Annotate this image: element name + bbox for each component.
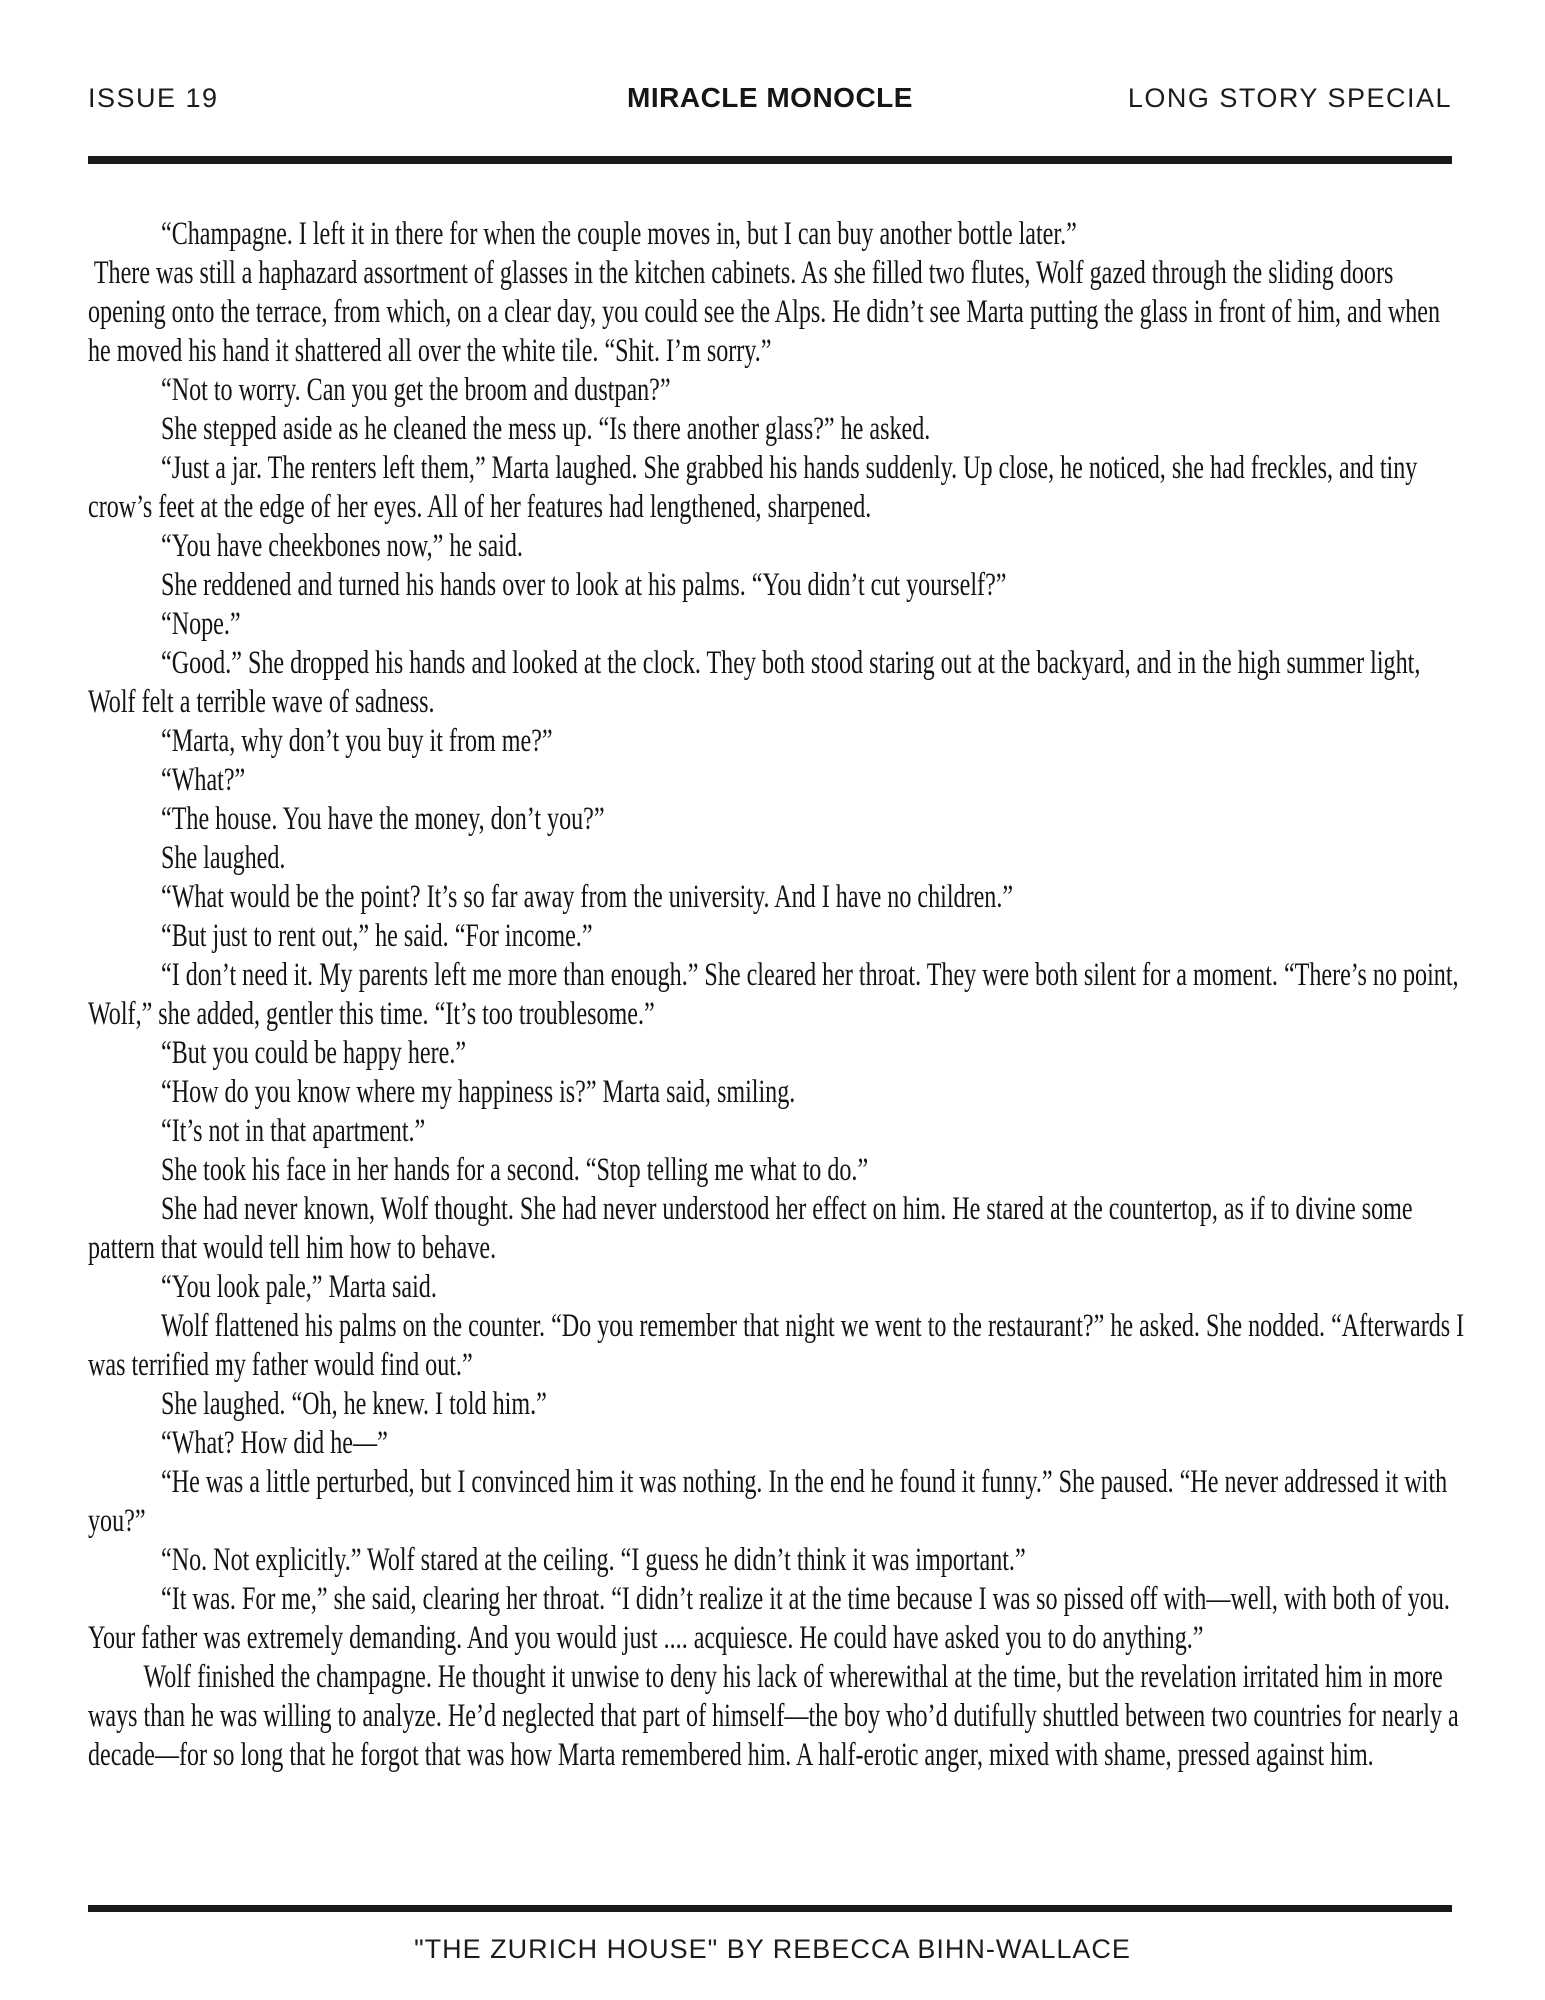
story-paragraph: “But just to rent out,” he said. “For income.” (161, 918, 593, 954)
story-paragraph: She had never known, Wolf thought. She had never understood her effect on him. He stared at the countertop, as if to divine some pattern that would tell him how to behave. (88, 1191, 1413, 1266)
story-paragraph: There was still a haphazard assortment of glasses in the kitchen cabinets. As she filled two flutes, Wolf gazed through the sliding doors opening onto the terrace, from which, on a clear day, you could see the Alps. He didn’t see Marta putting the glass in front of him, and when he moved his hand it shattered all over the white tile. “Shit. I’m sorry.” (88, 255, 1441, 369)
story-paragraph: “What?” (161, 762, 246, 798)
story-paragraph: “Just a jar. The renters left them,” Marta laughed. She grabbed his hands suddenly. Up close, he noticed, she had freckles, and tiny crow’s feet at the edge of her eyes. All of her features had lengthened, sharpened. (88, 450, 1418, 525)
story-paragraph: “Marta, why don’t you buy it from me?” (161, 723, 553, 759)
footer-rule (88, 1905, 1452, 1912)
story-paragraph: “What would be the point? It’s so far away from the university. And I have no children.” (161, 879, 1014, 915)
story-paragraph: She laughed. (161, 840, 286, 876)
story-paragraph: “You look pale,” Marta said. (161, 1269, 437, 1305)
story-paragraph: “How do you know where my happiness is?” Marta said, smiling. (161, 1074, 796, 1110)
story-paragraph: “Nope.” (161, 606, 241, 642)
issue-label: ISSUE 19 (88, 83, 219, 113)
story-paragraph: She stepped aside as he cleaned the mess up. “Is there another glass?” he asked. (161, 411, 931, 447)
story-paragraph: “Champagne. I left it in there for when the couple moves in, but I can buy another bottle later.” (161, 216, 1077, 252)
story-paragraph: Wolf finished the champagne. He thought it unwise to deny his lack of wherewithal at the time, but the revelation irritated him in more ways than he was willing to analyze. He’d neglected that part of himself—the boy who’d dutifully shuttled between two countries for nearly a decade—for so long that he forgot that was how Marta remembered him. A half-erotic anger, mixed with shame, pressed against him. (88, 1659, 1459, 1773)
header-rule (88, 156, 1452, 164)
story-paragraph: She reddened and turned his hands over to look at his palms. “You didn’t cut yourself?” (161, 567, 1007, 603)
story-paragraph: “No. Not explicitly.” Wolf stared at the ceiling. “I guess he didn’t think it was important.” (161, 1542, 1026, 1578)
edition-label: LONG STORY SPECIAL (1127, 83, 1452, 113)
story-paragraph: “The house. You have the money, don’t you?” (161, 801, 605, 837)
story-paragraph: “You have cheekbones now,” he said. (161, 528, 523, 564)
story-paragraph: Wolf flattened his palms on the counter. “Do you remember that night we went to the restaurant?” he asked. She nodded. “Afterwards I was terrified my father would find out.” (88, 1308, 1465, 1383)
story-paragraph: “What? How did he—” (161, 1425, 388, 1461)
story-paragraph: “Good.” She dropped his hands and looked at the clock. They both stood staring out at the backyard, and in the high summer light, Wolf felt a terrible wave of sadness. (88, 645, 1421, 720)
story-paragraph: “He was a little perturbed, but I convinced him it was nothing. In the end he found it funny.” She paused. “He never addressed it with you?” (88, 1464, 1448, 1539)
footer-attribution: "THE ZURICH HOUSE" BY REBECCA BIHN-WALLACE (414, 1934, 1131, 1964)
magazine-title: MIRACLE MONOCLE (627, 82, 913, 113)
page-header (88, 84, 1452, 112)
story-body (88, 215, 1468, 1775)
story-paragraph: She took his face in her hands for a second. “Stop telling me what to do.” (161, 1152, 869, 1188)
story-paragraph: She laughed. “Oh, he knew. I told him.” (161, 1386, 547, 1422)
story-paragraph: “Not to worry. Can you get the broom and dustpan?” (161, 372, 671, 408)
story-paragraph: “But you could be happy here.” (161, 1035, 467, 1071)
story-paragraph: “It was. For me,” she said, clearing her throat. “I didn’t realize it at the time because I was so pissed off with—well, with both of you. Your father was extremely demanding. And you would just .... acquiesce. He could have asked you to do anything.” (88, 1581, 1450, 1656)
story-paragraph: “It’s not in that apartment.” (161, 1113, 426, 1149)
story-paragraph: “I don’t need it. My parents left me more than enough.” She cleared her throat. They were both silent for a moment. “There’s no point, Wolf,” she added, gentler this time. “It’s too troublesome.” (88, 957, 1459, 1032)
